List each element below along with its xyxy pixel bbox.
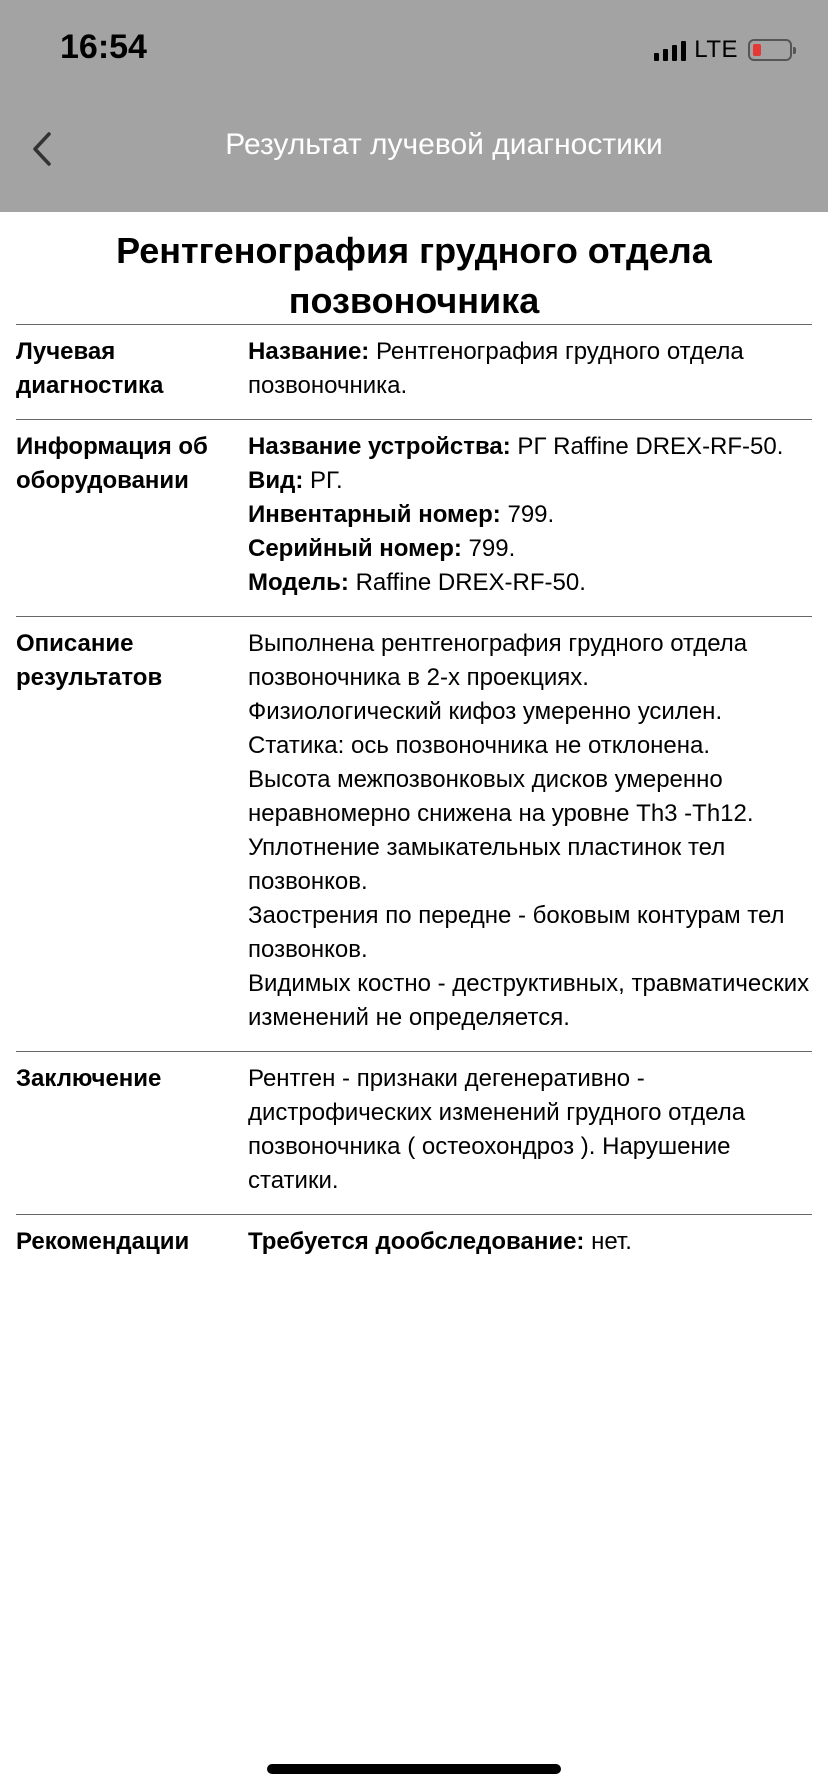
description-line: Физиологический кифоз умеренно усилен. [248,698,723,725]
row-description [16,617,812,1052]
app-header [0,0,828,212]
row-value [248,627,812,1035]
field-key: Название: [248,338,370,365]
field-key: Требуется дообследование: [248,1228,585,1255]
description-line: Уплотнение замыкательных пластинок тел позвонков. [248,834,726,895]
description-line: Высота межпозвонковых дисков умеренно неравномерно снижена на уровне Th3 -Th12. [248,766,754,827]
row-label: Рекомендации [16,1228,190,1255]
back-button[interactable] [22,124,62,174]
field-key: Инвентарный номер: [248,501,501,528]
chevron-left-icon [31,131,53,167]
row-label: Заключение [16,1065,162,1092]
row-label: Описание результатов [16,630,163,691]
row-label: Лучевая диагностика [16,338,164,399]
result-table [16,324,812,1275]
cellular-signal-icon [654,39,686,61]
field-key: Серийный номер: [248,535,462,562]
field-value: РГ Raffine DREX-RF-50. [510,433,784,460]
document-title: Рентгенография грудного отдела позвоночника [116,230,712,321]
status-indicators [654,36,792,64]
field-key: Название устройства: [248,433,511,460]
network-type: LTE [694,36,738,63]
row-conclusion [16,1052,812,1215]
description-line: Выполнена рентгенография грудного отдела позвоночника в 2-х проекциях. [248,630,748,691]
battery-icon [748,39,792,61]
row-diagnostics [16,325,812,420]
description-line: Видимых костно - деструктивных, травматических изменений не определяется. [248,970,810,1031]
row-value [248,335,812,403]
description-line: Статика: ось позвоночника не отклонена. [248,732,711,759]
row-equipment [16,420,812,617]
home-indicator[interactable] [267,1764,561,1774]
row-value: Рентген - признаки дегенеративно - дистрофических изменений грудного отдела позвоночника ( остеохондроз ). Нарушение статики. [248,1065,746,1194]
field-value: 799. [461,535,516,562]
row-value [248,430,812,600]
row-label: Информация об оборудовании [16,433,208,494]
field-value: РГ. [303,467,343,494]
field-value: 799. [500,501,555,528]
row-recommendations [16,1215,812,1275]
field-value: Рентгенография грудного отдела позвоночника. [248,338,744,399]
row-value [248,1225,812,1259]
status-time: 16:54 [60,28,147,66]
field-value: Raffine DREX-RF-50. [348,569,586,596]
field-key: Вид: [248,467,304,494]
page-title: Результат лучевой диагностики [225,128,663,161]
field-value: нет. [584,1228,632,1255]
field-key: Модель: [248,569,349,596]
description-line: Заострения по передне - боковым контурам тел позвонков. [248,902,785,963]
